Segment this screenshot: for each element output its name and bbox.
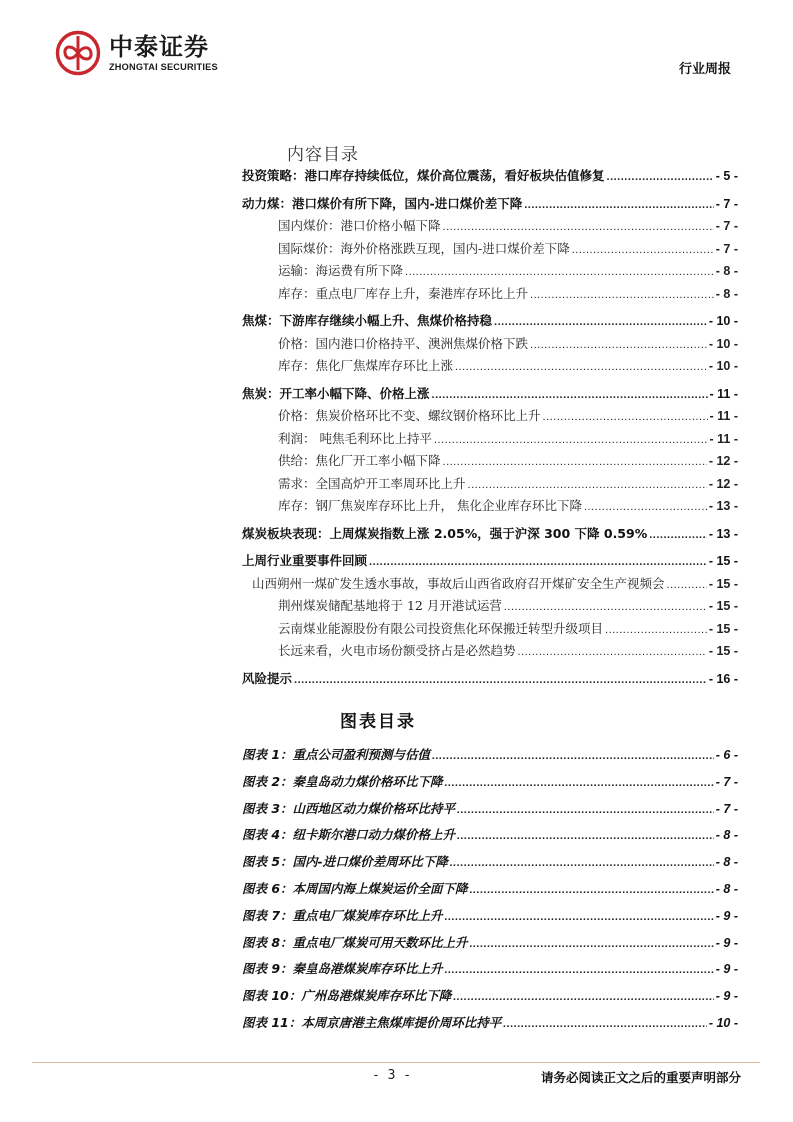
dot-leader [518,646,707,658]
figure-entry-label: 图表 5：国内-进口煤价差周环比下降 [242,854,448,870]
dot-leader [468,479,707,491]
toc-subsection-link[interactable] [242,406,738,429]
toc-subsection-link[interactable] [242,261,738,284]
dot-leader [530,339,707,351]
toc-section-link[interactable] [242,551,738,574]
figure-entry-label: 图表 3：山西地区动力煤价格环比持平 [242,800,456,816]
figure-entry-page: - 7 - [715,801,738,816]
dot-leader [453,991,714,1003]
toc-entry-page: - 11 - [709,409,738,423]
toc-entry-label: 焦煤：下游库存继续小幅上升、焦煤价格持稳 [242,313,493,328]
figure-entry-page: - 9 - [715,989,738,1004]
toc-subsection-link[interactable] [242,451,738,474]
toc-entry-label: 荆州煤炭储配基地将于 12 月开港试运营 [278,598,502,613]
toc-entry-page: - 10 - [708,314,738,328]
toc-subsection-link[interactable] [242,574,738,597]
figure-entry-label: 图表 10：广州岛港煤炭库存环比下降 [242,988,452,1004]
dot-leader [369,556,707,568]
toc-entry-page: - 7 - [715,241,738,256]
toc-section-link[interactable] [242,311,738,334]
figure-entry-page: - 8 - [715,855,738,870]
page-header [0,0,793,100]
logo-english-name: ZHONGTAI SECURITIES [109,62,218,72]
table-of-contents [242,166,738,691]
figure-list-link[interactable] [242,745,738,772]
dot-leader [470,938,714,950]
toc-entry-page: - 11 - [709,431,738,446]
dot-leader [667,579,707,591]
dot-leader [405,266,714,278]
dot-leader [443,221,714,233]
dot-leader [572,244,714,256]
toc-entry-page: - 7 - [715,196,738,211]
dot-leader [524,199,714,211]
toc-section-link[interactable] [242,524,738,547]
dot-leader [455,361,707,373]
figure-entry-label: 图表 8：重点电厂煤炭可用天数环比上升 [242,934,468,950]
figure-entry-label: 图表 7：重点电厂煤炭库存环比上升 [242,907,443,923]
figure-entry-label: 图表 11：本周京唐港主焦煤库提价周环比持平 [242,1014,502,1030]
dot-leader [450,857,714,869]
toc-entry-label: 供给：焦化厂开工率小幅下降 [278,453,441,468]
toc-subsection-link[interactable] [242,474,738,497]
toc-subsection-link[interactable] [242,429,738,452]
toc-title: 内容目录 [287,145,359,165]
figure-list-link[interactable] [242,879,738,906]
toc-entry-label: 库存：钢厂焦炭库存环比上升， 焦化企业库存环比下降 [278,498,582,513]
dot-leader [504,601,707,613]
dot-leader [543,411,708,423]
figure-entry-label: 图表 1：重点公司盈利预测与估值 [242,747,431,762]
dot-leader [530,289,714,301]
toc-entry-label: 国际煤价：海外价格涨跌互现，国内-进口煤价差下降 [278,240,570,256]
toc-entry-label: 上周行业重要事件回顾 [242,553,368,568]
dot-leader [445,911,714,923]
toc-entry-label: 长远来看，火电市场份额受挤占是必然趋势 [278,643,516,658]
toc-entry-page: - 15 - [708,621,738,636]
figure-entry-page: - 7 - [715,774,738,789]
toc-section-link[interactable] [242,194,738,217]
toc-entry-page: - 15 - [708,554,738,568]
toc-entry-page: - 13 - [708,499,738,513]
toc-entry-page: - 16 - [708,671,738,686]
toc-subsection-link[interactable] [242,641,738,664]
figure-list-link[interactable] [242,852,738,879]
toc-entry-page: - 15 - [708,576,738,591]
dot-leader [607,171,714,183]
figure-list-link[interactable] [242,906,738,933]
toc-entry-page: - 8 - [715,286,738,301]
company-logo [55,30,218,76]
toc-entry-label: 库存：焦化厂焦煤库存环比上涨 [278,358,454,373]
toc-subsection-link[interactable] [242,596,738,619]
toc-entry-label: 价格：焦炭价格环比不变、螺纹钢价格环比上升 [278,408,541,423]
toc-entry-page: - 7 - [715,219,738,233]
toc-entry-page: - 11 - [709,386,738,401]
toc-entry-label: 云南煤业能源股份有限公司投资焦化环保搬迁转型升级项目 [278,620,604,636]
toc-entry-label: 投资策略：港口库存持续低位，煤价高位震荡，看好板块估值修复 [242,168,605,183]
figure-list-link[interactable] [242,799,738,826]
toc-entry-page: - 15 - [708,599,738,613]
toc-subsection-link[interactable] [242,284,738,307]
figure-entry-page: - 9 - [715,908,738,923]
toc-entry-label: 煤炭板块表现：上周煤炭指数上涨 2.05%，强于沪深 300 下降 0.59% [242,525,648,541]
figure-entry-label: 图表 2：秦皇岛动力煤价格环比下降 [242,773,443,789]
toc-entry-label: 价格：国内港口价格持平、澳洲焦煤价格下跌 [278,335,529,351]
dot-leader [443,456,707,468]
toc-subsection-link[interactable] [242,356,738,379]
figure-entry-label: 图表 6：本周国内海上煤炭运价全面下降 [242,880,468,896]
toc-entry-page: - 10 - [708,336,738,351]
report-type-label: 行业周报 [678,62,731,77]
toc-entry-label: 山西朔州一煤矿发生透水事故，事故后山西省政府召开煤矿安全生产视频会 [252,575,665,591]
footer-disclaimer: 请务必阅读正文之后的重要声明部分 [540,1070,741,1085]
dot-leader [432,389,708,401]
toc-entry-label: 风险提示 [242,670,293,686]
dot-leader [605,624,707,636]
figure-list [242,745,738,1040]
toc-entry-page: - 5 - [715,169,738,183]
toc-subsection-link[interactable] [242,496,738,519]
toc-entry-page: - 15 - [708,644,738,658]
logo-chinese-name: 中泰证券 [109,33,209,61]
footer-divider [32,1062,760,1063]
dot-leader [470,884,714,896]
dot-leader [445,964,714,976]
dot-leader [649,529,707,541]
toc-entry-page: - 10 - [708,359,738,373]
dot-leader [584,501,707,513]
toc-entry-label: 库存：重点电厂库存上升，秦港库存环比上升 [278,285,529,301]
figure-list-link[interactable] [242,1013,738,1040]
figure-list-title: 图表目录 [340,712,416,732]
toc-entry-label: 利润： 吨焦毛利环比上持平 [278,430,432,446]
dot-leader [494,316,707,328]
figure-entry-page: - 10 - [708,1015,738,1030]
figure-list-link[interactable] [242,933,738,960]
dot-leader [445,777,714,789]
figure-list-link[interactable] [242,825,738,852]
toc-entry-label: 需求：全国高炉开工率周环比上升 [278,475,466,491]
toc-section-link[interactable] [242,669,738,692]
figure-list-link[interactable] [242,959,738,986]
toc-entry-label: 动力煤：港口煤价有所下降，国内-进口煤价差下降 [242,195,523,211]
dot-leader [457,804,714,816]
figure-entry-page: - 9 - [715,935,738,950]
dot-leader [434,434,708,446]
figure-list-link[interactable] [242,772,738,799]
dot-leader [503,1018,707,1030]
toc-subsection-link[interactable] [242,619,738,642]
toc-entry-page: - 12 - [708,476,738,491]
toc-subsection-link[interactable] [242,239,738,262]
toc-section-link[interactable] [242,166,738,189]
zhongtai-logo-icon [55,30,101,76]
dot-leader [432,750,714,762]
page-number: - 3 - [372,1068,412,1083]
toc-entry-page: - 13 - [708,526,738,541]
toc-entry-label: 国内煤价：港口价格小幅下降 [278,218,441,233]
toc-entry-page: - 8 - [715,264,738,278]
figure-entry-page: - 6 - [715,748,738,762]
figure-entry-page: - 9 - [715,962,738,977]
toc-subsection-link[interactable] [242,334,738,357]
figure-entry-page: - 8 - [715,828,738,843]
toc-entry-label: 运输：海运费有所下降 [278,263,404,278]
toc-entry-page: - 12 - [708,454,738,468]
dot-leader [457,830,714,842]
toc-subsection-link[interactable] [242,216,738,239]
figure-entry-page: - 8 - [715,881,738,896]
toc-entry-label: 焦炭：开工率小幅下降、价格上涨 [242,385,430,401]
figure-entry-label: 图表 4：纽卡斯尔港口动力煤价格上升 [242,827,456,843]
figure-list-link[interactable] [242,986,738,1013]
figure-entry-label: 图表 9：秦皇岛港煤炭库存环比上升 [242,961,443,977]
dot-leader [294,674,707,686]
toc-section-link[interactable] [242,384,738,407]
